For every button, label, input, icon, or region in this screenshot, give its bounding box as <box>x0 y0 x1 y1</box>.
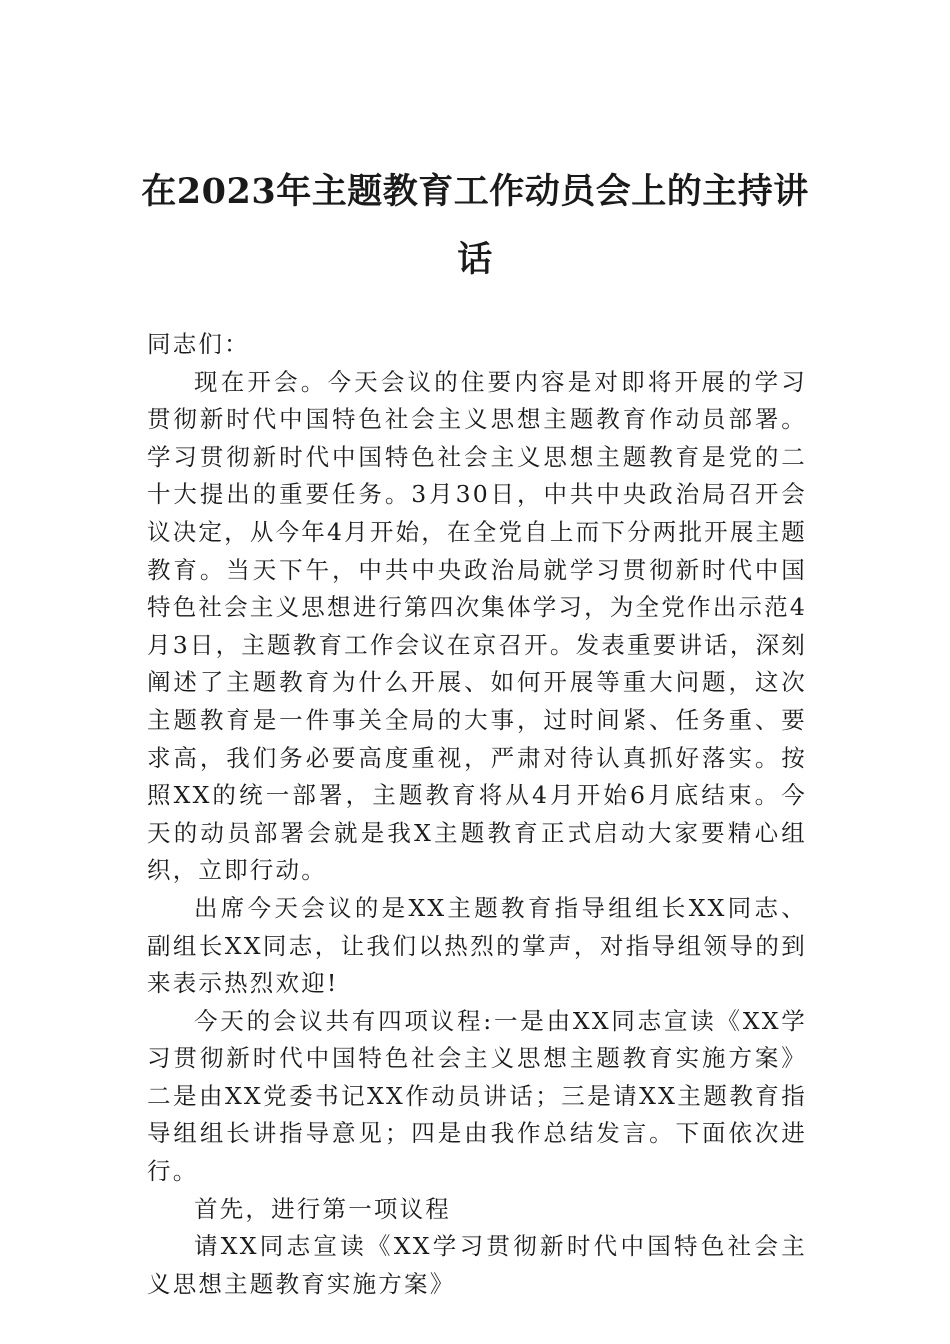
paragraph-attendees: 出席今天会议的是XX主题教育指导组组长XX同志、副组长XX同志，让我们以热烈的掌声，对指导组领导的到来表示热烈欢迎! <box>147 893 807 998</box>
paragraph-opening: 现在开会。今天会议的住要内容是对即将开展的学习贯彻新时代中国特色社会主义思想主题教育作动员部署。学习贯彻新时代中国特色社会主义思想主题教育是党的二十大提出的重要任务。3月30日，中共中央政治局召开会议决定，从今年4月开始，在全党自上而下分两批开展主题教育。当天下午，中共中央政治局就学习贯彻新时代中国特色社会主义思想进行第四次集体学习，为全党作出示范4月3日，主题教育工作会议在京召开。发表重要讲话，深刻阐述了主题教育为什么开展、如何开展等重大问题，这次主题教育是一件事关全局的大事，过时间紧、任务重、要求高，我们务必要高度重视，严肃对待认真抓好落实。按照XX的统一部署，主题教育将从4月开始6月底结束。今天的动员部署会就是我X主题教育正式启动大家要精心组织，立即行动。 <box>147 367 807 885</box>
paragraph-reading-request: 请XX同志宣读《XX学习贯彻新时代中国特色社会主义思想主题教育实施方案》 <box>147 1232 807 1298</box>
paragraph-agenda: 今天的会议共有四项议程:一是由XX同志宣读《XX学习贯彻新时代中国特色社会主义思想主题教育实施方案》二是由XX党委书记XX作动员讲话；三是请XX主题教育指导组组长讲指导意见；四是由我作总结发言。下面依次进行。 <box>147 1006 807 1186</box>
paragraph-first-item: 首先，进行第一项议程 <box>194 1194 451 1223</box>
document-body <box>147 326 807 1303</box>
salutation: 同志们： <box>147 330 250 358</box>
document-title: 在2023年主题教育工作动员会上的主持讲话 <box>141 171 809 280</box>
